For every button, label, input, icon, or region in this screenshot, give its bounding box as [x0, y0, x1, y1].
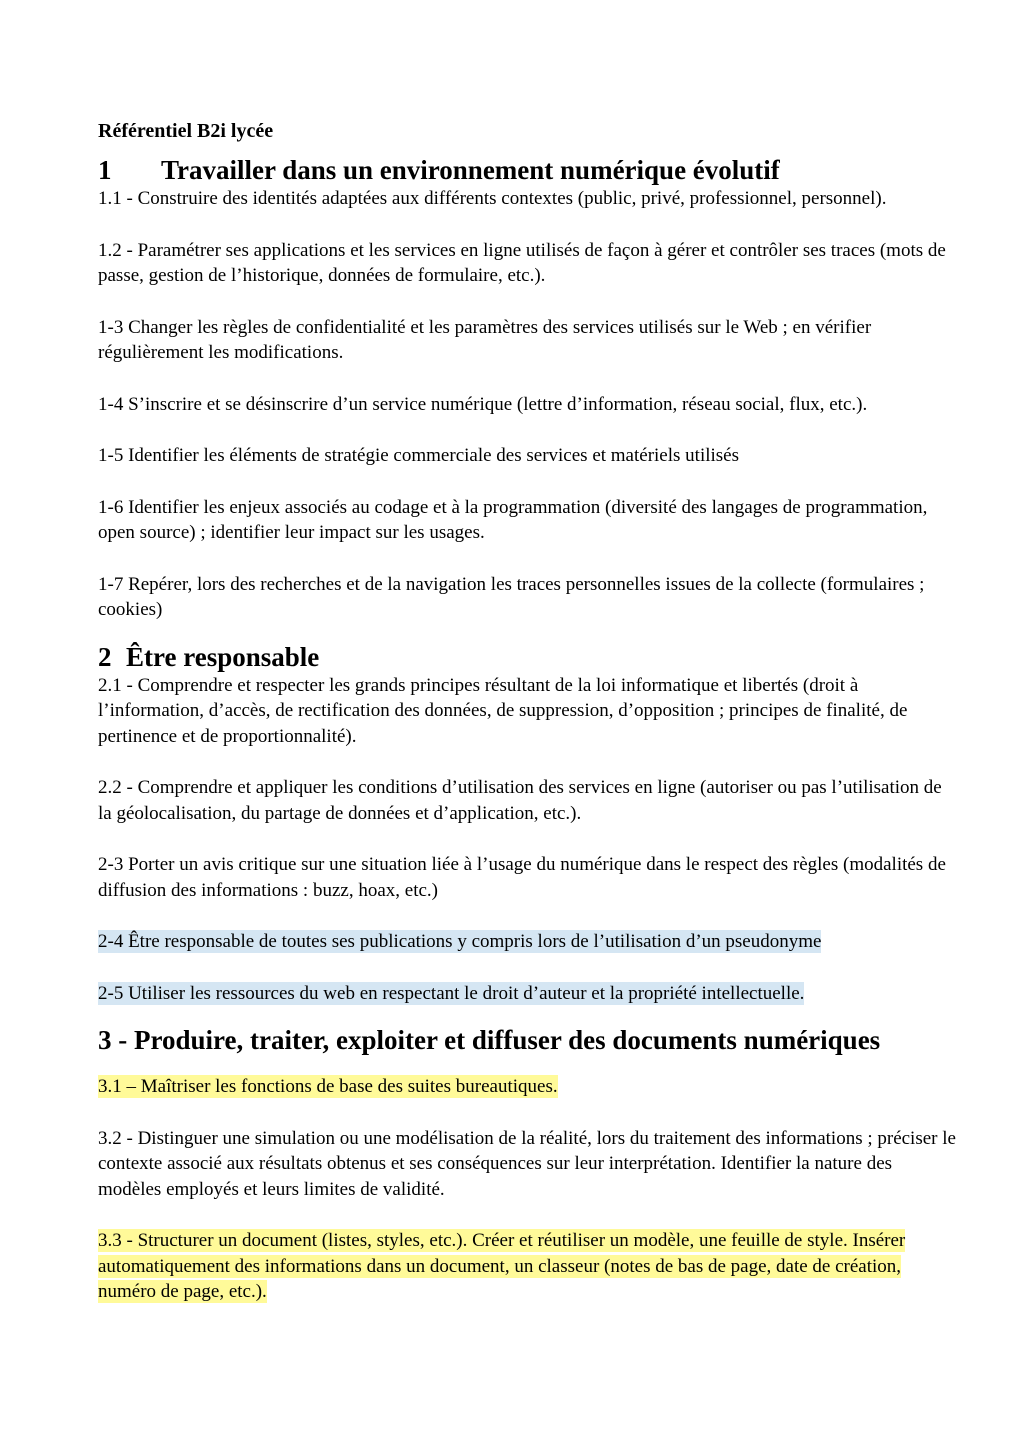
highlighted-item-text: 2-5 Utiliser les ressources du web en respectant le droit d’auteur et la propriété intellectuelle.	[98, 982, 805, 1004]
list-item	[98, 673, 958, 750]
list-item	[98, 981, 958, 1007]
list-item	[98, 929, 958, 955]
highlighted-item-text: 3.1 – Maîtriser les fonctions de base des suites bureautiques.	[98, 1076, 558, 1097]
list-item	[98, 852, 958, 903]
list-item	[98, 238, 958, 289]
item-text: 1-6 Identifier les enjeux associés au codage et à la programmation (diversité des langages de programmation, open source) ; identifier leur impact sur les usages.	[98, 496, 928, 543]
document-title: Référentiel B2i lycée	[98, 120, 274, 142]
document-page	[98, 118, 958, 1331]
section-heading	[98, 154, 958, 186]
item-text: 1-7 Repérer, lors des recherches et de la navigation les traces personnelles issues de la collecte (formulaires ; cookies)	[98, 573, 925, 620]
item-text: 2.2 - Comprendre et appliquer les conditions d’utilisation des services en ligne (autoriser ou pas l’utilisation de la géolocalisation, du partage de données et d’application, etc.).	[98, 777, 942, 824]
item-text: 1-5 Identifier les éléments de stratégie commerciale des services et matériels utilisés	[98, 445, 739, 466]
list-item	[98, 495, 958, 546]
section-title: Être responsable	[126, 641, 320, 672]
highlighted-item-text: 2-4 Être responsable de toutes ses publications y compris lors de l’utilisation d’un pseudonyme	[98, 931, 822, 952]
section-number: 2	[98, 641, 112, 672]
list-item	[98, 443, 958, 469]
item-text: 1-3 Changer les règles de confidentialité et les paramètres des services utilisés sur le Web ; en vérifier régulièrement les modifications.	[98, 316, 872, 363]
list-item	[98, 1126, 958, 1203]
section-1	[98, 154, 958, 623]
section-3	[98, 1024, 958, 1305]
section-number: 3 -	[98, 1025, 128, 1055]
item-text: 2-3 Porter un avis critique sur une situation liée à l’usage du numérique dans le respect des règles (modalités de diffusion des informations : buzz, hoax, etc.)	[98, 854, 946, 901]
section-number: 1	[98, 155, 112, 185]
list-item	[98, 392, 958, 418]
section-2	[98, 641, 958, 1007]
section-title: Produire, traiter, exploiter et diffuser des documents numériques	[134, 1025, 881, 1055]
item-text: 1.1 - Construire des identités adaptées aux différents contextes (public, privé, professionnel, personnel).	[98, 188, 887, 209]
section-title: Travailler dans un environnement numérique évolutif	[161, 155, 780, 185]
list-item	[98, 775, 958, 826]
list-item	[98, 572, 958, 623]
item-text: 3.2 - Distinguer une simulation ou une modélisation de la réalité, lors du traitement des informations ; préciser le contexte associé aux résultats obtenus et ses conséquences sur leur interprétation. Identifier la nature des modèles employés et leurs limites de validité.	[98, 1127, 956, 1200]
list-item	[98, 1074, 958, 1100]
list-item	[98, 1228, 958, 1305]
item-text: 2.1 - Comprendre et respecter les grands principes résultant de la loi informatique et libertés (droit à l’information, d’accès, de rectification des données, de suppression, d’opposition ; principes de finalité, de pertinence et de proportionnalité).	[98, 674, 908, 747]
item-text: 1.2 - Paramétrer ses applications et les services en ligne utilisés de façon à gérer et contrôler ses traces (mots de passe, gestion de l’historique, données de formulaire, etc.).	[98, 239, 946, 286]
section-heading	[98, 1024, 958, 1056]
section-heading	[98, 641, 958, 673]
list-item	[98, 315, 958, 366]
item-text: 1-4 S’inscrire et se désinscrire d’un service numérique (lettre d’information, réseau social, flux, etc.).	[98, 393, 868, 415]
highlighted-item-text: 3.3 - Structurer un document (listes, styles, etc.). Créer et réutiliser un modèle, une feuille de style. Insérer automatiquement des informations dans un document, un classeur (notes de bas de page, date de création, numéro de page, etc.).	[98, 1230, 906, 1302]
list-item	[98, 186, 958, 212]
